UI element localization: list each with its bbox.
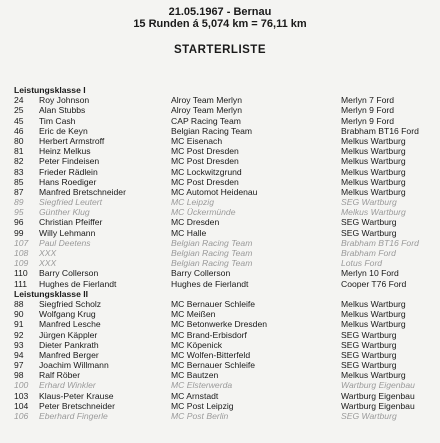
page-title: STARTERLISTE [173,44,267,56]
starter-row [0,95,440,105]
team-name: Belgian Racing Team [171,258,253,269]
start-number: 91 [14,319,24,330]
car-name: Melkus Wartburg [341,135,406,146]
start-number: 88 [14,298,24,309]
team-name: Alroy Team Merlyn [171,95,242,106]
class-heading: Leistungsklasse II [14,288,89,299]
event-distance: 15 Runden á 5,074 km = 76,11 km [133,18,307,30]
start-number: 24 [14,95,24,106]
starter-row [0,330,440,340]
starter-list [0,85,440,421]
car-name: Wartburg Eigenbau [341,390,415,401]
team-name: MC Dresden [171,217,220,228]
start-number: 81 [14,146,24,157]
starter-row [0,177,440,187]
car-name: Melkus Wartburg [341,370,406,381]
team-name: MC Leipzig [171,197,214,208]
car-name: Merlyn 9 Ford [341,115,395,126]
starter-row [0,391,440,401]
car-name: Cooper T76 Ford [341,278,407,289]
starter-row [0,197,440,207]
team-name: MC Bautzen [171,370,219,381]
team-name: MC Post Dresden [171,146,239,157]
start-number: 80 [14,135,24,146]
driver-name: Christian Pfeiffer [39,217,103,228]
team-name: MC Lockwitzgrund [171,166,242,177]
driver-name: Manfred Bretschneider [39,186,126,197]
car-name: Melkus Wartburg [341,207,406,218]
team-name: Belgian Racing Team [171,248,253,258]
start-number: 104 [14,400,29,411]
start-number: 107 [14,237,29,248]
car-name: Melkus Wartburg [341,156,406,167]
starter-row [0,105,440,115]
car-name: Wartburg Eigenbau [341,400,415,411]
team-name: MC Post Dresden [171,176,239,187]
starter-row [0,299,440,309]
driver-name: Klaus-Peter Krause [39,390,114,401]
starter-row [0,319,440,329]
car-name: Wartburg Eigenbau [341,380,415,391]
driver-name: Willy Lehmann [39,227,96,238]
driver-name: Günther Klug [39,207,90,218]
driver-name: Ralf Röber [39,370,81,381]
start-number: 97 [14,360,24,371]
start-number: 85 [14,176,24,187]
driver-name: Peter Findeisen [39,156,100,167]
start-number: 109 [14,258,29,269]
starter-row [0,370,440,380]
event-date-place: 21.05.1967 - Bernau [168,6,272,18]
driver-name: Heinz Melkus [39,146,91,157]
driver-name: Siegfried Leutert [39,197,103,208]
team-name: MC Halle [171,227,207,238]
starter-row [0,116,440,126]
starter-row [0,167,440,177]
driver-name: Roy Johnson [39,95,90,106]
start-number: 96 [14,217,24,228]
starter-row [0,248,440,258]
starter-row [0,217,440,227]
start-number: 100 [14,380,29,391]
team-name: MC Meißen [171,309,216,320]
team-name: Belgian Racing Team [171,237,253,248]
team-name: MC Automot Heidenau [171,186,258,197]
driver-name: Peter Bretschneider [39,400,115,411]
car-name: Melkus Wartburg [341,298,406,309]
driver-name: Eberhard Fingerle [39,411,108,421]
team-name: MC Köpenick [171,339,223,350]
class-heading: Leistungsklasse I [14,85,86,95]
starter-row [0,350,440,360]
driver-name: Siegfried Scholz [39,298,102,309]
driver-name: Eric de Keyn [39,125,88,136]
start-number: 92 [14,329,24,340]
starter-row [0,238,440,248]
start-number: 45 [14,115,24,126]
car-name: Merlyn 9 Ford [341,105,395,116]
starter-row [0,411,440,421]
driver-name: Hans Roediger [39,176,97,187]
starter-row [0,187,440,197]
car-name: Melkus Wartburg [341,309,406,320]
team-name: Hughes de Fierlandt [171,278,249,289]
driver-name: Herbert Armstroff [39,135,105,146]
car-name: Merlyn 10 Ford [341,268,399,279]
team-name: MC Bernauer Schleife [171,360,256,371]
team-name: CAP Racing Team [171,115,241,126]
driver-name: Alan Stubbs [39,105,86,116]
car-name: Lotus Ford [341,258,383,269]
car-name: Brabham BT16 Ford [341,125,419,136]
start-number: 83 [14,166,24,177]
start-number: 103 [14,390,29,401]
driver-name: Tim Cash [39,115,76,126]
starter-row [0,309,440,319]
car-name: SEG Wartburg [341,217,397,228]
car-name: SEG Wartburg [341,411,397,421]
car-name: Melkus Wartburg [341,146,406,157]
start-number: 99 [14,227,24,238]
team-name: MC Bernauer Schleife [171,298,256,309]
car-name: SEG Wartburg [341,360,397,371]
start-number: 110 [14,268,28,279]
driver-name: XXX [39,258,57,269]
team-name: Barry Collerson [171,268,231,279]
start-number: 95 [14,207,24,218]
car-name: SEG Wartburg [341,349,397,360]
team-name: MC Post Leipzig [171,400,234,411]
driver-name: Manfred Berger [39,349,99,360]
team-name: MC Ückermünde [171,207,236,218]
car-name: SEG Wartburg [341,227,397,238]
starter-row [0,258,440,268]
car-name: Melkus Wartburg [341,319,406,330]
starter-row [0,228,440,238]
car-name: Melkus Wartburg [341,186,406,197]
car-name: Brabham Ford [341,248,396,258]
car-name: Melkus Wartburg [341,166,406,177]
starter-row [0,207,440,217]
driver-name: Jürgen Käppler [39,329,98,340]
start-number: 111 [14,278,28,289]
starter-row [0,126,440,136]
driver-name: Joachim Willmann [39,360,109,371]
car-name: SEG Wartburg [341,339,397,350]
driver-name: Erhard Winkler [39,380,96,391]
team-name: MC Brand-Erbisdorf [171,329,247,340]
driver-name: Frieder Rädlein [39,166,98,177]
starter-row [0,156,440,166]
team-name: MC Betonwerke Dresden [171,319,268,330]
start-number: 94 [14,349,24,360]
car-name: Merlyn 7 Ford [341,95,395,106]
car-name: SEG Wartburg [341,329,397,340]
start-number: 90 [14,309,24,320]
starter-row [0,136,440,146]
starter-row [0,340,440,350]
team-name: MC Post Berlin [171,411,229,421]
starter-row [0,401,440,411]
driver-name: Paul Deetens [39,237,91,248]
start-number: 106 [14,411,29,421]
start-number: 93 [14,339,24,350]
team-name: Alroy Team Merlyn [171,105,242,116]
driver-name: Barry Collerson [39,268,99,279]
car-name: SEG Wartburg [341,197,397,208]
team-name: MC Arnstadt [171,390,219,401]
team-name: MC Eisenach [171,135,223,146]
car-name: Melkus Wartburg [341,176,406,187]
start-number: 82 [14,156,24,167]
start-number: 98 [14,370,24,381]
team-name: MC Elsterwerda [171,380,233,391]
start-number: 87 [14,186,24,197]
starter-row [0,146,440,156]
car-name: Brabham BT16 Ford [341,237,419,248]
starter-row [0,268,440,278]
driver-name: Wolfgang Krug [39,309,96,320]
driver-name: XXX [39,248,57,258]
driver-name: Hughes de Fierlandt [39,278,117,289]
document-header [0,6,440,56]
start-number: 108 [14,248,29,258]
driver-name: Manfred Lesche [39,319,101,330]
start-number: 89 [14,197,24,208]
starter-row [0,360,440,370]
team-name: Belgian Racing Team [171,125,253,136]
start-number: 25 [14,105,24,116]
team-name: MC Wolfen-Bitterfeld [171,349,251,360]
start-number: 46 [14,125,24,136]
team-name: MC Post Dresden [171,156,239,167]
driver-name: Dieter Pankrath [39,339,99,350]
starter-row [0,279,440,289]
starter-row [0,380,440,390]
